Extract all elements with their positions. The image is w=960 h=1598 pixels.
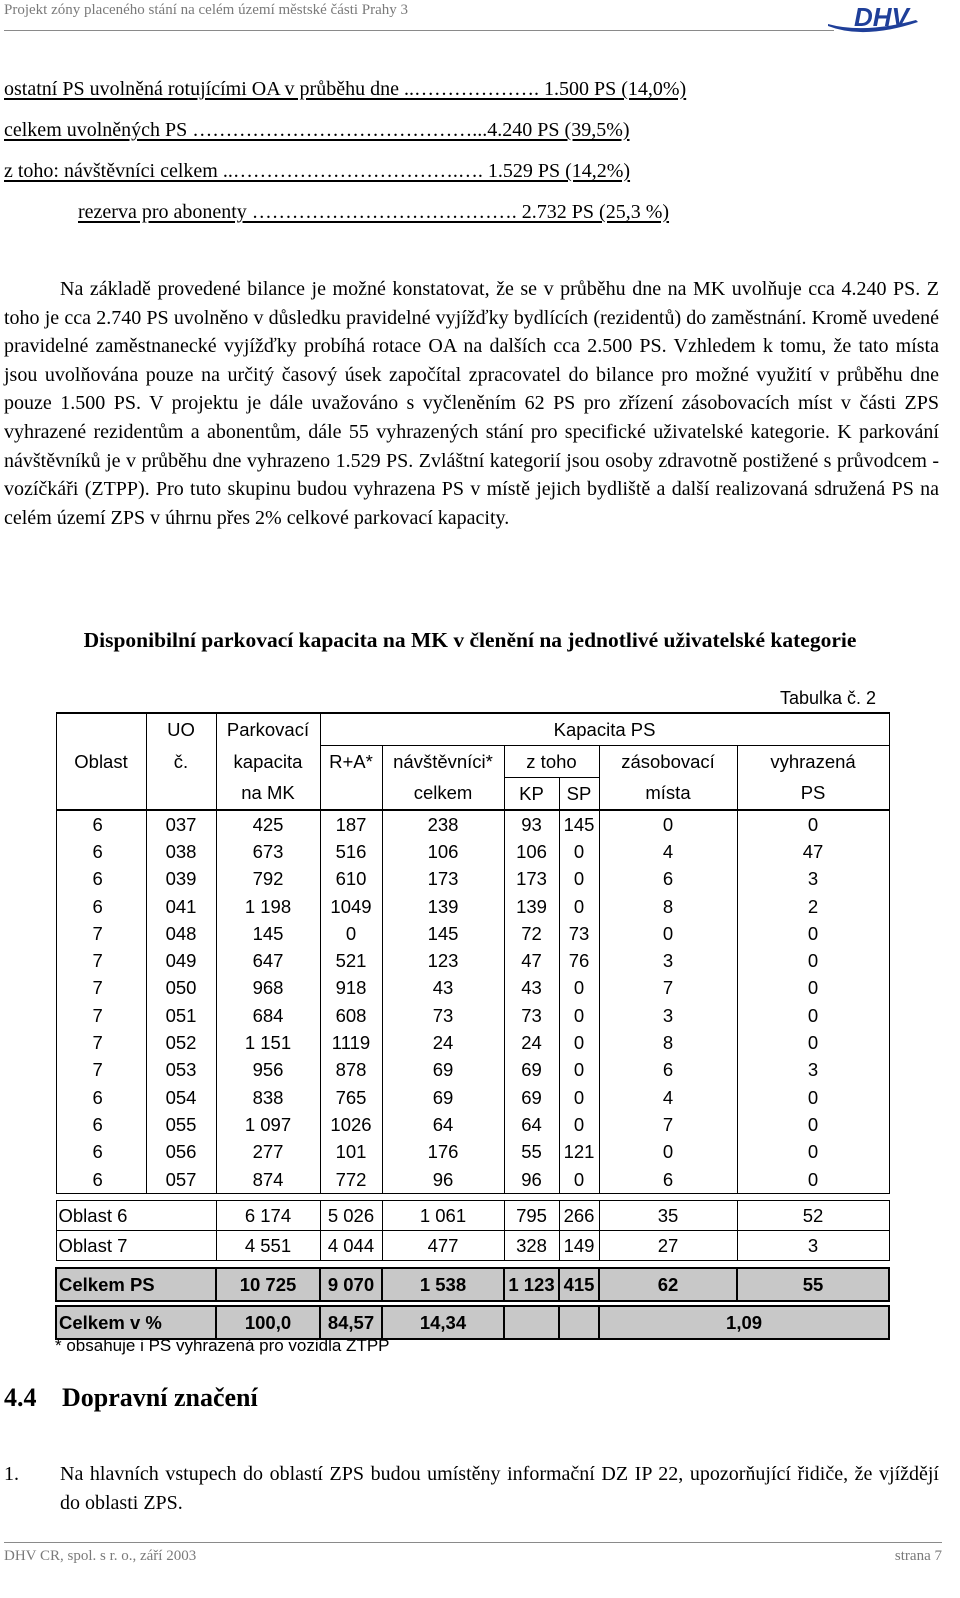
- table-cell: 7: [56, 1057, 146, 1084]
- table-cell: 69: [382, 1084, 504, 1111]
- table-cell: 1,09: [599, 1306, 889, 1339]
- table-cell: 145: [382, 920, 504, 947]
- header-ra: R+A*: [320, 746, 382, 778]
- table-cell: 8: [599, 893, 737, 920]
- header-uo-c: č.: [146, 746, 216, 778]
- table-cell: 1026: [320, 1111, 382, 1138]
- table-cell: 0: [559, 1057, 599, 1084]
- table-cell: 521: [320, 947, 382, 974]
- header-mista: místa: [599, 778, 737, 811]
- header-empty: [146, 778, 216, 811]
- table-cell: 69: [382, 1057, 504, 1084]
- table-cell: 69: [504, 1057, 559, 1084]
- table-row: [56, 1002, 889, 1029]
- table-cell: 277: [216, 1139, 320, 1166]
- table-cell: 1 061: [382, 1201, 504, 1231]
- table-percent-row: [56, 1306, 889, 1339]
- table-cell: 039: [146, 866, 216, 893]
- dhv-logo: [824, 0, 944, 40]
- table-cell: 610: [320, 866, 382, 893]
- table-cell: 35: [599, 1201, 737, 1231]
- table-cell: 0: [559, 1084, 599, 1111]
- table-cell: 968: [216, 975, 320, 1002]
- table-cell: 52: [737, 1201, 889, 1231]
- list-item: [4, 1460, 939, 1518]
- table-cell: 173: [382, 866, 504, 893]
- table-cell: 7: [599, 975, 737, 1002]
- table-cell: 76: [559, 947, 599, 974]
- table-cell: 878: [320, 1057, 382, 1084]
- table-cell: 139: [504, 893, 559, 920]
- table-cell: 145: [216, 920, 320, 947]
- header-vyhrazena: vyhrazená: [737, 746, 889, 778]
- table-cell: 0: [599, 810, 737, 838]
- table-cell: 0: [737, 1029, 889, 1056]
- table-cell: [559, 1306, 599, 1339]
- list-number: 1.: [4, 1463, 19, 1485]
- table-cell: 792: [216, 866, 320, 893]
- table-row: [56, 1139, 889, 1166]
- table-cell: 96: [504, 1166, 559, 1194]
- table-cell: 647: [216, 947, 320, 974]
- table-cell: 6: [56, 810, 146, 838]
- table-cell: 0: [737, 1111, 889, 1138]
- table-cell: 96: [382, 1166, 504, 1194]
- table-cell: 0: [737, 975, 889, 1002]
- table-cell: 328: [504, 1231, 559, 1261]
- table-cell: 425: [216, 810, 320, 838]
- table-cell: 7: [56, 947, 146, 974]
- table-cell: 47: [737, 838, 889, 865]
- table-cell: 0: [559, 1111, 599, 1138]
- table-row: [56, 810, 889, 838]
- table-footnote: * obsahuje i PS vyhrazená pro vozidla ZTPP: [55, 1336, 390, 1355]
- table-cell: 238: [382, 810, 504, 838]
- header-navstevnici: návštěvníci*: [382, 746, 504, 778]
- table-cell: 6: [56, 893, 146, 920]
- footer-divider: [4, 1542, 942, 1543]
- table-cell: 121: [559, 1139, 599, 1166]
- table-cell: 6: [599, 1166, 737, 1194]
- header-uo: UO: [146, 713, 216, 746]
- table-cell: 838: [216, 1084, 320, 1111]
- table-cell: 055: [146, 1111, 216, 1138]
- table-cell: 6 174: [216, 1201, 320, 1231]
- table-cell: 10 725: [216, 1268, 320, 1301]
- table-total-row: [56, 1268, 889, 1301]
- table-cell: 1119: [320, 1029, 382, 1056]
- table-cell: 415: [559, 1268, 599, 1301]
- table-subtotal-row: [56, 1231, 889, 1261]
- table-cell: 1 123: [504, 1268, 559, 1301]
- table-cell: 3: [737, 1231, 889, 1261]
- table-cell: Oblast 7: [56, 1231, 216, 1261]
- header-parkovaci: Parkovací: [216, 713, 320, 746]
- table-cell: 176: [382, 1139, 504, 1166]
- table-cell: 0: [559, 1029, 599, 1056]
- list-text: Na hlavních vstupech do oblastí ZPS budou umístěny informační DZ IP 22, upozorňující řidiče, že vjíždějí do oblasti ZPS.: [60, 1463, 939, 1514]
- table-cell: 0: [737, 1139, 889, 1166]
- header-row-1: [56, 713, 889, 746]
- table-cell: 1 198: [216, 893, 320, 920]
- table-cell: 6: [56, 838, 146, 865]
- table-row: [56, 1111, 889, 1138]
- table-cell: 1049: [320, 893, 382, 920]
- summary-line-2: celkem uvolněných PS ……………………………………...4.240 PS (39,5%): [4, 119, 630, 141]
- header-ps: PS: [737, 778, 889, 811]
- table-cell: 6: [56, 1166, 146, 1194]
- paragraph-text: Na základě provedené bilance je možné konstatovat, že se v průběhu dne na MK uvolňuje cca 4.240 PS. Z toho je cca 2.740 PS uvolněno v důsledku pravidelné vyjížďky bydlících (rezidentů) do zaměstnání. Kromě uvedené pravidelné zaměstnanecké vyjížďky probíhá rotace OA na dalších cca 2.500 PS. Vzhledem k tomu, že tato místa jsou uvolňována pouze na určitý časový úsek započítal zpracovatel do bilance pro možné využití v průběhu dne pouze 1.500 PS. V projektu je dále uvažováno s vyčleněním 62 PS pro zřízení zásobovacích míst v části ZPS vyhrazené rezidentům a abonentům, dále 55 vyhrazených stání pro specifické uživatelské kategorie. K parkování návštěvníků je v průběhu dne vyhrazeno 1.529 PS. Zvláštní kategorií jsou osoby zdravotně postižené s průvodcem - vozíčkáři (ZTPP). Pro tuto skupinu budou vyhrazena PS v místě jejich bydliště a další realizovaná sdružená PS na celém území ZPS v úhrnu přes 2% celkové parkovací kapacity.: [4, 278, 939, 529]
- table-cell: 048: [146, 920, 216, 947]
- header-divider: [4, 30, 834, 31]
- table-cell: 27: [599, 1231, 737, 1261]
- table-title: Disponibilní parkovací kapacita na MK v členění na jednotlivé uživatelské kategorie: [83, 628, 857, 652]
- table-cell: 7: [56, 920, 146, 947]
- table-row: [56, 893, 889, 920]
- table-cell: 052: [146, 1029, 216, 1056]
- table-cell: 3: [737, 866, 889, 893]
- table-row: [56, 838, 889, 865]
- table-cell: 149: [559, 1231, 599, 1261]
- table-cell: 106: [504, 838, 559, 865]
- table-cell: 64: [382, 1111, 504, 1138]
- table-spacer: [56, 1261, 889, 1269]
- table-row: [56, 1166, 889, 1194]
- table-cell: 101: [320, 1139, 382, 1166]
- table-reference: Tabulka č. 2: [779, 688, 876, 708]
- table-cell: 9 070: [320, 1268, 382, 1301]
- header-title: Projekt zóny placeného stání na celém území městské části Prahy 3: [4, 2, 409, 18]
- table-cell: 69: [504, 1084, 559, 1111]
- table-cell: 0: [737, 1166, 889, 1194]
- table-cell: 918: [320, 975, 382, 1002]
- table-cell: 765: [320, 1084, 382, 1111]
- table-cell: 057: [146, 1166, 216, 1194]
- table-cell: 053: [146, 1057, 216, 1084]
- table-cell: 0: [559, 893, 599, 920]
- body-paragraph: [4, 275, 939, 532]
- table-cell: 0: [737, 920, 889, 947]
- table-cell: 0: [737, 1002, 889, 1029]
- table-cell: 2: [737, 893, 889, 920]
- table-cell: 8: [599, 1029, 737, 1056]
- table-cell: 0: [599, 1139, 737, 1166]
- table-cell: 73: [504, 1002, 559, 1029]
- table-cell: 0: [559, 1166, 599, 1194]
- table-cell: 72: [504, 920, 559, 947]
- table-cell: 516: [320, 838, 382, 865]
- table-spacer-cell: [56, 1194, 889, 1201]
- header-row-3: [56, 778, 889, 811]
- table-cell: 673: [216, 838, 320, 865]
- section-number: 4.4: [4, 1383, 37, 1412]
- table-cell: 772: [320, 1166, 382, 1194]
- table-cell: 4 044: [320, 1231, 382, 1261]
- table-cell: 187: [320, 810, 382, 838]
- table-cell: 7: [56, 975, 146, 1002]
- header-row-2: [56, 746, 889, 778]
- table-cell: 050: [146, 975, 216, 1002]
- section-heading: [4, 1383, 258, 1413]
- table-cell: 24: [504, 1029, 559, 1056]
- table-cell: 956: [216, 1057, 320, 1084]
- table-cell: 684: [216, 1002, 320, 1029]
- table-cell: 3: [737, 1057, 889, 1084]
- table-cell: 93: [504, 810, 559, 838]
- table-cell: 84,57: [320, 1306, 382, 1339]
- table-cell: 24: [382, 1029, 504, 1056]
- table-cell: 7: [599, 1111, 737, 1138]
- table-cell: 0: [737, 947, 889, 974]
- table-cell: 795: [504, 1201, 559, 1231]
- table-cell: 0: [737, 810, 889, 838]
- table-cell: 4 551: [216, 1231, 320, 1261]
- table-cell: 1 151: [216, 1029, 320, 1056]
- table-cell: 6: [599, 866, 737, 893]
- table-cell: 123: [382, 947, 504, 974]
- table-cell: 173: [504, 866, 559, 893]
- header-celkem: celkem: [382, 778, 504, 811]
- table-row: [56, 1029, 889, 1056]
- table-cell: 7: [56, 1002, 146, 1029]
- table-cell: 049: [146, 947, 216, 974]
- table-row: [56, 975, 889, 1002]
- table-cell: 0: [737, 1084, 889, 1111]
- table-cell: 55: [737, 1268, 889, 1301]
- table-cell: 73: [382, 1002, 504, 1029]
- summary-line-3: z toho: návštěvníci celkem ..…………………………….…. 1.529 PS (14,2%): [4, 160, 631, 182]
- table-cell: 6: [599, 1057, 737, 1084]
- table-cell: 874: [216, 1166, 320, 1194]
- table-spacer-cell: [56, 1261, 889, 1269]
- table-subtotal-row: [56, 1201, 889, 1231]
- header-kp: KP: [504, 778, 559, 811]
- summary-line-4: rezerva pro abonenty …………………………………. 2.732 PS (25,3 %): [78, 201, 670, 223]
- table-cell: 6: [56, 866, 146, 893]
- table-row: [56, 1057, 889, 1084]
- table-cell: 3: [599, 947, 737, 974]
- table-cell: 1 097: [216, 1111, 320, 1138]
- header-sp: SP: [559, 778, 599, 811]
- table-cell: Oblast 6: [56, 1201, 216, 1231]
- table-cell: 4: [599, 838, 737, 865]
- table-cell: 55: [504, 1139, 559, 1166]
- table-cell: 056: [146, 1139, 216, 1166]
- footer-page-number: strana 7: [894, 1548, 942, 1564]
- table-spacer: [56, 1194, 889, 1201]
- header-kapacita-ps: Kapacita PS: [320, 713, 889, 746]
- table-cell: 037: [146, 810, 216, 838]
- table-cell: 100,0: [216, 1306, 320, 1339]
- table-cell: 106: [382, 838, 504, 865]
- header-oblast: Oblast: [56, 713, 146, 810]
- table-cell: 054: [146, 1084, 216, 1111]
- header-empty: [320, 778, 382, 811]
- table-cell: 5 026: [320, 1201, 382, 1231]
- footer-left: DHV CR, spol. s r. o., září 2003: [4, 1548, 197, 1564]
- table-cell: Celkem PS: [56, 1268, 216, 1301]
- section-title: Dopravní značení: [62, 1383, 258, 1412]
- table-cell: 0: [559, 1002, 599, 1029]
- header-kapacita: kapacita: [216, 746, 320, 778]
- table-cell: 6: [56, 1084, 146, 1111]
- header-zasobovaci: zásobovací: [599, 746, 737, 778]
- table-cell: 145: [559, 810, 599, 838]
- table-cell: 0: [320, 920, 382, 947]
- table-row: [56, 1084, 889, 1111]
- table-cell: 73: [559, 920, 599, 947]
- table-cell: 266: [559, 1201, 599, 1231]
- table-cell: 4: [599, 1084, 737, 1111]
- table-cell: 0: [559, 866, 599, 893]
- table-cell: Celkem v %: [56, 1306, 216, 1339]
- logo-text: DHV: [854, 2, 909, 32]
- capacity-table: [55, 712, 888, 1340]
- table-cell: 62: [599, 1268, 737, 1301]
- table-cell: 43: [504, 975, 559, 1002]
- table-cell: 6: [56, 1111, 146, 1138]
- table-cell: 477: [382, 1231, 504, 1261]
- table-cell: 64: [504, 1111, 559, 1138]
- table-cell: [504, 1306, 559, 1339]
- header-na-mk: na MK: [216, 778, 320, 811]
- table-cell: 3: [599, 1002, 737, 1029]
- table-cell: 041: [146, 893, 216, 920]
- header-z-toho: z toho: [504, 746, 599, 778]
- table-cell: 0: [559, 838, 599, 865]
- table-cell: 139: [382, 893, 504, 920]
- summary-line-1: ostatní PS uvolněná rotujícími OA v průběhu dne ..………………. 1.500 PS (14,0%): [4, 78, 687, 100]
- table-cell: 608: [320, 1002, 382, 1029]
- table-cell: 7: [56, 1029, 146, 1056]
- table-row: [56, 947, 889, 974]
- table-cell: 0: [559, 975, 599, 1002]
- table-cell: 47: [504, 947, 559, 974]
- table-cell: 051: [146, 1002, 216, 1029]
- table-cell: 14,34: [382, 1306, 504, 1339]
- table-row: [56, 866, 889, 893]
- table-cell: 43: [382, 975, 504, 1002]
- table-row: [56, 920, 889, 947]
- table-cell: 6: [56, 1139, 146, 1166]
- table-cell: 0: [599, 920, 737, 947]
- table-cell: 1 538: [382, 1268, 504, 1301]
- table-cell: 038: [146, 838, 216, 865]
